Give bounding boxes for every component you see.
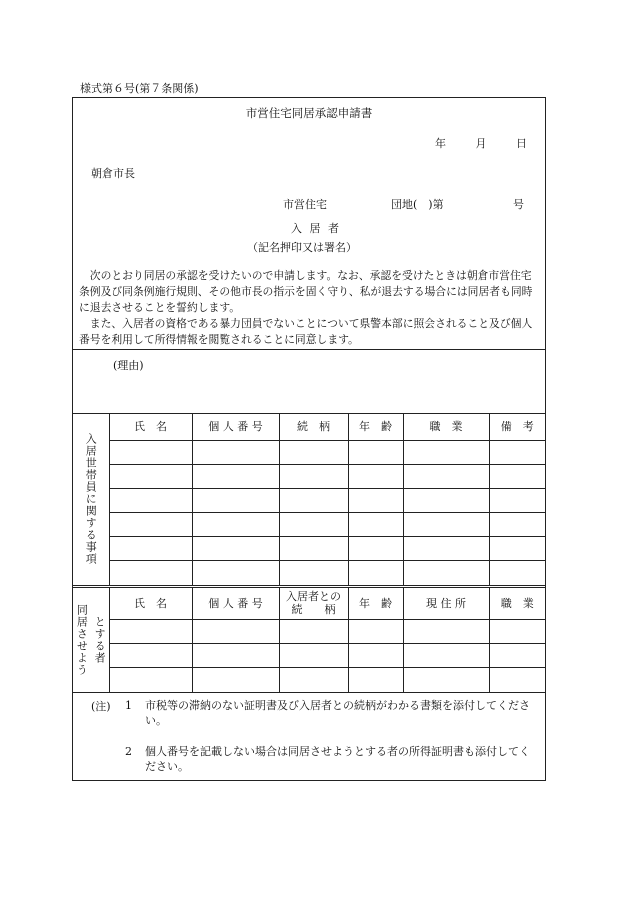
table-row	[73, 667, 545, 692]
cohabitant-cell[interactable]	[192, 667, 279, 692]
cohabitant-cell[interactable]	[403, 643, 489, 667]
table-row	[73, 560, 545, 585]
household-cell[interactable]	[279, 440, 348, 464]
addressee: 朝倉市長	[91, 167, 135, 180]
household-cell[interactable]	[403, 440, 489, 464]
table-row	[73, 643, 545, 667]
cohabitant-cell[interactable]	[109, 667, 192, 692]
household-cell[interactable]	[403, 464, 489, 488]
cohabitant-cell[interactable]	[348, 643, 403, 667]
household-cell[interactable]	[109, 560, 192, 585]
table-row	[73, 619, 545, 643]
table-row	[73, 440, 545, 464]
declaration-paragraph-2: また、入居者の資格である暴力団員でないことについて県警本部に照会されること及び個人番号を利用して所得情報を閲覧されることに同意します。	[79, 317, 533, 346]
household-cell[interactable]	[403, 488, 489, 512]
household-cell[interactable]	[279, 464, 348, 488]
cohabitant-header-relationship: 入居者との続 柄	[279, 588, 348, 619]
date-row	[409, 135, 527, 151]
cohabitant-side-label-line-2: とする者	[93, 615, 107, 664]
household-cell[interactable]	[403, 536, 489, 560]
household-cell[interactable]	[489, 536, 545, 560]
table-row	[73, 536, 545, 560]
household-cell[interactable]	[489, 464, 545, 488]
household-header-name: 氏 名	[109, 413, 192, 440]
date-year-label: 年	[435, 137, 446, 150]
household-cell[interactable]	[348, 440, 403, 464]
household-cell[interactable]	[348, 488, 403, 512]
household-cell[interactable]	[279, 488, 348, 512]
note-number: 1	[125, 699, 132, 712]
note-text: 個人番号を記載しない場合は同居させようとする者の所得証明書も添付してください。	[145, 745, 530, 773]
complex-label: 団地( )第	[391, 198, 444, 211]
household-cell[interactable]	[348, 464, 403, 488]
household-cell[interactable]	[403, 512, 489, 536]
household-cell[interactable]	[348, 560, 403, 585]
resident-label: 入 居 者	[291, 222, 341, 235]
table-row	[73, 512, 545, 536]
cohabitant-cell[interactable]	[192, 643, 279, 667]
cohabitant-cell[interactable]	[279, 619, 348, 643]
household-cell[interactable]	[192, 464, 279, 488]
form-title: 市営住宅同居承認申請書	[245, 106, 373, 120]
date-month-label: 月	[475, 137, 487, 150]
cohabitant-cell[interactable]	[109, 643, 192, 667]
cohabitant-header-occupation: 職 業	[489, 588, 545, 619]
household-header-personal-number: 個 人 番 号	[192, 413, 279, 440]
household-cell[interactable]	[192, 560, 279, 585]
household-header-relationship: 続 柄	[279, 413, 348, 440]
cohabitant-cell[interactable]	[279, 667, 348, 692]
household-cell[interactable]	[348, 536, 403, 560]
household-cell[interactable]	[192, 536, 279, 560]
household-cell[interactable]	[489, 512, 545, 536]
household-cell[interactable]	[109, 464, 192, 488]
cohabitant-side-label-line-1: 同居させよう	[75, 603, 89, 676]
household-cell[interactable]	[489, 488, 545, 512]
reason-label: (理由)	[113, 359, 144, 372]
unit-number-label: 号	[513, 198, 524, 211]
household-cell[interactable]	[109, 440, 192, 464]
household-side-label-cell	[73, 413, 109, 585]
cohabitant-cell[interactable]	[403, 667, 489, 692]
household-cell[interactable]	[279, 536, 348, 560]
household-cell[interactable]	[192, 488, 279, 512]
household-cell[interactable]	[348, 512, 403, 536]
table-row	[73, 464, 545, 488]
cohabitant-cell[interactable]	[403, 619, 489, 643]
cohabitant-cell[interactable]	[489, 643, 545, 667]
cohabitant-cell[interactable]	[192, 619, 279, 643]
household-cell[interactable]	[109, 536, 192, 560]
cohabitant-header-personal-number: 個 人 番 号	[192, 588, 279, 619]
household-cell[interactable]	[489, 440, 545, 464]
form-number-label: 様式第６号(第７条関係)	[80, 82, 199, 95]
household-cell[interactable]	[109, 488, 192, 512]
household-cell[interactable]	[403, 560, 489, 585]
cohabitant-header-name: 氏 名	[109, 588, 192, 619]
table-row	[73, 488, 545, 512]
divider	[73, 349, 545, 350]
cohabitant-cell[interactable]	[489, 667, 545, 692]
cohabitant-cell[interactable]	[348, 619, 403, 643]
household-cell[interactable]	[279, 512, 348, 536]
household-cell[interactable]	[489, 560, 545, 585]
cohabitant-cell[interactable]	[348, 667, 403, 692]
application-form	[72, 97, 546, 781]
housing-address-row	[283, 196, 524, 212]
note-item	[125, 744, 535, 774]
cohabitant-cell[interactable]	[109, 619, 192, 643]
note-text: 市税等の滞納のない証明書及び入居者との続柄がわかる書類を添付してください。	[145, 699, 530, 727]
household-header-remarks: 備 考	[489, 413, 545, 440]
cohabitant-table	[73, 588, 545, 693]
cohabitant-header-address: 現 住 所	[403, 588, 489, 619]
household-members-table	[73, 413, 545, 586]
household-header-occupation: 職 業	[403, 413, 489, 440]
cohabitant-cell[interactable]	[279, 643, 348, 667]
household-cell[interactable]	[192, 440, 279, 464]
cohabitant-header-age: 年 齢	[348, 588, 403, 619]
household-side-label: 入居世帯員に関する事項	[84, 432, 98, 565]
date-day-label: 日	[516, 137, 527, 150]
household-header-age: 年 齢	[348, 413, 403, 440]
cohabitant-side-label-cell	[73, 588, 109, 692]
household-cell[interactable]	[279, 560, 348, 585]
declaration-paragraph-1: 次のとおり同居の承認を受けたいので申請します。なお、承認を受けたときは朝倉市営住宅条例及び同条例施行規則、その他市長の指示を固く守り、私が退去する場合には同居者も同時に退去させることを誓約します。	[79, 269, 533, 314]
signature-note: （記名押印又は署名）	[247, 241, 357, 254]
note-item	[125, 698, 535, 728]
household-cell[interactable]	[109, 512, 192, 536]
declaration-text	[79, 268, 541, 348]
household-cell[interactable]	[192, 512, 279, 536]
note-number: 2	[125, 745, 132, 758]
notes-heading: (注)	[91, 700, 111, 713]
housing-label: 市営住宅	[283, 198, 327, 211]
cohabitant-cell[interactable]	[489, 619, 545, 643]
